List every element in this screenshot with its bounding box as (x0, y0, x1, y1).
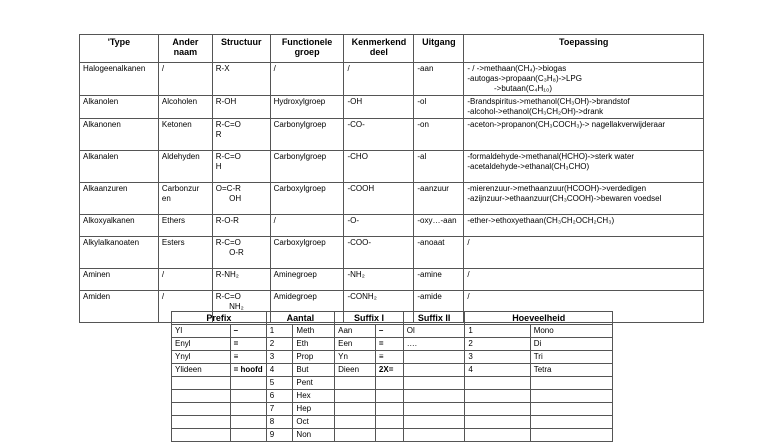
cell-aantal-stem: But (293, 364, 335, 377)
cell-prefix-bond (230, 377, 266, 390)
cell-aantal-stem: Non (293, 429, 335, 442)
cell-functionele: Carboxylgroep (270, 237, 344, 269)
cell-suffix1: Yn (335, 351, 376, 364)
cell-suffix2 (403, 429, 465, 442)
cell-functionele: Amidegroep (270, 291, 344, 323)
cell-prefix-bond: – (230, 325, 266, 338)
cell-aantal-stem: Pent (293, 377, 335, 390)
cell-type: Alkanonen (80, 119, 159, 151)
cell-uitgang: -aan (414, 63, 464, 96)
cell-toepassing: - / ->methaan(CH₄)->biogas -autogas->propaan(C₃H₈)->LPG ->butaan(C₄H₁₀) (464, 63, 704, 96)
cell-hoeveelheid-word (530, 403, 612, 416)
cell-suffix1: Aan (335, 325, 376, 338)
cell-hoeveelheid-word: Tetra (530, 364, 612, 377)
cell-structuur: O=C-R OH (212, 183, 270, 215)
cell-kenmerkend: -CO- (344, 119, 414, 151)
cell-suffix1-bond (375, 390, 403, 403)
cell-aantal-num: 6 (266, 390, 293, 403)
cell-kenmerkend: / (344, 63, 414, 96)
table-row (80, 183, 704, 215)
table-row (172, 429, 613, 442)
table-row (172, 416, 613, 429)
table-row (80, 269, 704, 291)
cell-hoeveelheid-num (465, 403, 530, 416)
cell-functionele: / (270, 215, 344, 237)
cell-prefix: Enyl (172, 338, 231, 351)
cell-suffix2 (403, 416, 465, 429)
cell-ander: Esters (158, 237, 212, 269)
cell-prefix-bond: ≡ (230, 351, 266, 364)
functional-groups-table (79, 34, 704, 323)
cell-hoeveelheid-num (465, 429, 530, 442)
cell-structuur: R-C=O NH₂ (212, 291, 270, 323)
cell-hoeveelheid-num (465, 390, 530, 403)
cell-kenmerkend: -O- (344, 215, 414, 237)
cell-ander: Ketonen (158, 119, 212, 151)
cell-suffix2: …. (403, 338, 465, 351)
cell-suffix1 (335, 429, 376, 442)
cell-prefix (172, 416, 231, 429)
cell-uitgang: -aanzuur (414, 183, 464, 215)
cell-aantal-stem: Meth (293, 325, 335, 338)
header-ander-naam: Ander naam (158, 35, 212, 63)
cell-suffix1 (335, 377, 376, 390)
cell-hoeveelheid-num: 3 (465, 351, 530, 364)
cell-prefix (172, 429, 231, 442)
header-prefix: Prefix (172, 312, 267, 325)
cell-type: Amiden (80, 291, 159, 323)
cell-uitgang: -on (414, 119, 464, 151)
cell-hoeveelheid-word: Mono (530, 325, 612, 338)
cell-suffix1-bond (375, 429, 403, 442)
cell-aantal-num: 4 (266, 364, 293, 377)
cell-hoeveelheid-num (465, 416, 530, 429)
cell-aantal-stem: Prop (293, 351, 335, 364)
cell-type: Halogeenalkanen (80, 63, 159, 96)
table-row (80, 119, 704, 151)
table-row (172, 338, 613, 351)
cell-aantal-num: 1 (266, 325, 293, 338)
cell-prefix (172, 390, 231, 403)
table-row (80, 215, 704, 237)
table-row (80, 151, 704, 183)
cell-toepassing: -Brandspiritus->methanol(CH₃OH)->brandstof -alcohol->ethanol(CH₃CH₂OH)->drank (464, 96, 704, 119)
cell-kenmerkend: -NH₂ (344, 269, 414, 291)
cell-suffix2: Ol (403, 325, 465, 338)
cell-structuur: R-C=O H (212, 151, 270, 183)
cell-suffix1-bond (375, 416, 403, 429)
cell-suffix1 (335, 390, 376, 403)
table-row (172, 325, 613, 338)
cell-aantal-num: 8 (266, 416, 293, 429)
cell-type: Alkoxyalkanen (80, 215, 159, 237)
cell-kenmerkend: -OH (344, 96, 414, 119)
cell-hoeveelheid-word: Di (530, 338, 612, 351)
cell-type: Alkaanzuren (80, 183, 159, 215)
cell-kenmerkend: -COO- (344, 237, 414, 269)
header-structuur: Structuur (212, 35, 270, 63)
cell-suffix1-bond (375, 377, 403, 390)
cell-prefix: Yl (172, 325, 231, 338)
main-table-body (80, 63, 704, 323)
header-suffix-1: Suffix I (335, 312, 404, 325)
header-aantal: Aantal (266, 312, 334, 325)
cell-uitgang: -amide (414, 291, 464, 323)
cell-structuur: R-NH₂ (212, 269, 270, 291)
cell-uitgang: -al (414, 151, 464, 183)
cell-structuur: R-X (212, 63, 270, 96)
cell-suffix2 (403, 403, 465, 416)
cell-toepassing: / (464, 291, 704, 323)
cell-uitgang: -anoaat (414, 237, 464, 269)
cell-hoeveelheid-num (465, 377, 530, 390)
cell-functionele: Carbonylgroep (270, 119, 344, 151)
cell-suffix1-bond (375, 403, 403, 416)
table-row (172, 403, 613, 416)
table-row (80, 63, 704, 96)
cell-suffix1-bond: ≡ (375, 351, 403, 364)
header-kenmerkend-deel: Kenmerkend deel (344, 35, 414, 63)
cell-functionele: Aminegroep (270, 269, 344, 291)
cell-aantal-stem: Eth (293, 338, 335, 351)
cell-prefix-bond (230, 416, 266, 429)
header-row (80, 35, 704, 63)
header-uitgang: Uitgang (414, 35, 464, 63)
header-toepassing: Toepassing (464, 35, 704, 63)
cell-ander: Aldehyden (158, 151, 212, 183)
cell-toepassing: -mierenzuur->methaanzuur(HCOOH)->verdedigen -azijnzuur->ethaanzuur(CH₃COOH)->bewaren voedsel (464, 183, 704, 215)
cell-aantal-stem: Hep (293, 403, 335, 416)
cell-prefix-bond (230, 429, 266, 442)
cell-suffix1 (335, 416, 376, 429)
cell-functionele: Carboxylgroep (270, 183, 344, 215)
table-row (172, 377, 613, 390)
cell-prefix (172, 377, 231, 390)
cell-aantal-stem: Hex (293, 390, 335, 403)
cell-kenmerkend: -COOH (344, 183, 414, 215)
cell-hoeveelheid-word (530, 416, 612, 429)
table-row (172, 390, 613, 403)
header-type: 'Type (80, 35, 159, 63)
cell-aantal-num: 2 (266, 338, 293, 351)
cell-prefix (172, 403, 231, 416)
nom-header-row (172, 312, 613, 325)
cell-prefix-bond: = hoofd (230, 364, 266, 377)
cell-hoeveelheid-num: 1 (465, 325, 530, 338)
cell-ander: Alcoholen (158, 96, 212, 119)
cell-suffix2 (403, 351, 465, 364)
cell-suffix1 (335, 403, 376, 416)
cell-toepassing: -ether->ethoxyethaan(CH₃CH₂OCH₂CH₃) (464, 215, 704, 237)
cell-ander: / (158, 269, 212, 291)
table-row (172, 351, 613, 364)
cell-functionele: Hydroxylgroep (270, 96, 344, 119)
cell-prefix: Ylideen (172, 364, 231, 377)
cell-hoeveelheid-num: 4 (465, 364, 530, 377)
cell-type: Alkanalen (80, 151, 159, 183)
table-row (80, 96, 704, 119)
cell-prefix-bond: = (230, 338, 266, 351)
cell-structuur: R-OH (212, 96, 270, 119)
cell-toepassing: -formaldehyde->methanal(HCHO)->sterk water -acetaldehyde->ethanal(CH₃CHO) (464, 151, 704, 183)
cell-uitgang: -oxy…-aan (414, 215, 464, 237)
cell-aantal-stem: Oct (293, 416, 335, 429)
cell-aantal-num: 9 (266, 429, 293, 442)
cell-suffix2 (403, 377, 465, 390)
cell-kenmerkend: -CHO (344, 151, 414, 183)
cell-hoeveelheid-word (530, 390, 612, 403)
cell-functionele: / (270, 63, 344, 96)
cell-suffix1-bond: = (375, 338, 403, 351)
cell-ander: / (158, 291, 212, 323)
cell-toepassing: -aceton->propanon(CH₃COCH₃)-> nagellakverwijderaar (464, 119, 704, 151)
cell-structuur: R-C=O O-R (212, 237, 270, 269)
cell-aantal-num: 3 (266, 351, 293, 364)
nom-table-body (172, 325, 613, 442)
cell-type: Aminen (80, 269, 159, 291)
cell-aantal-num: 5 (266, 377, 293, 390)
cell-uitgang: -ol (414, 96, 464, 119)
cell-kenmerkend: -CONH₂ (344, 291, 414, 323)
table-row (80, 237, 704, 269)
cell-structuur: R-C=O R (212, 119, 270, 151)
cell-hoeveelheid-word (530, 377, 612, 390)
cell-toepassing: / (464, 237, 704, 269)
cell-prefix: Ynyl (172, 351, 231, 364)
cell-ander: Ethers (158, 215, 212, 237)
cell-hoeveelheid-word (530, 429, 612, 442)
header-functionele-groep: Functionele groep (270, 35, 344, 63)
cell-suffix2 (403, 364, 465, 377)
cell-hoeveelheid-word: Tri (530, 351, 612, 364)
cell-type: Alkylalkanoaten (80, 237, 159, 269)
cell-aantal-num: 7 (266, 403, 293, 416)
cell-uitgang: -amine (414, 269, 464, 291)
cell-prefix-bond (230, 390, 266, 403)
cell-toepassing: / (464, 269, 704, 291)
cell-suffix1-bond: 2X= (375, 364, 403, 377)
cell-functionele: Carbonylgroep (270, 151, 344, 183)
cell-suffix2 (403, 390, 465, 403)
cell-type: Alkanolen (80, 96, 159, 119)
cell-suffix1-bond: – (375, 325, 403, 338)
table-row (172, 364, 613, 377)
cell-ander: Carbonzur en (158, 183, 212, 215)
cell-suffix1: Een (335, 338, 376, 351)
cell-structuur: R-O-R (212, 215, 270, 237)
cell-prefix-bond (230, 403, 266, 416)
nomenclature-table (171, 311, 613, 442)
cell-ander: / (158, 63, 212, 96)
cell-suffix1: Dieen (335, 364, 376, 377)
cell-hoeveelheid-num: 2 (465, 338, 530, 351)
header-suffix-2: Suffix II (403, 312, 465, 325)
header-hoeveelheid: Hoeveelheid (465, 312, 613, 325)
